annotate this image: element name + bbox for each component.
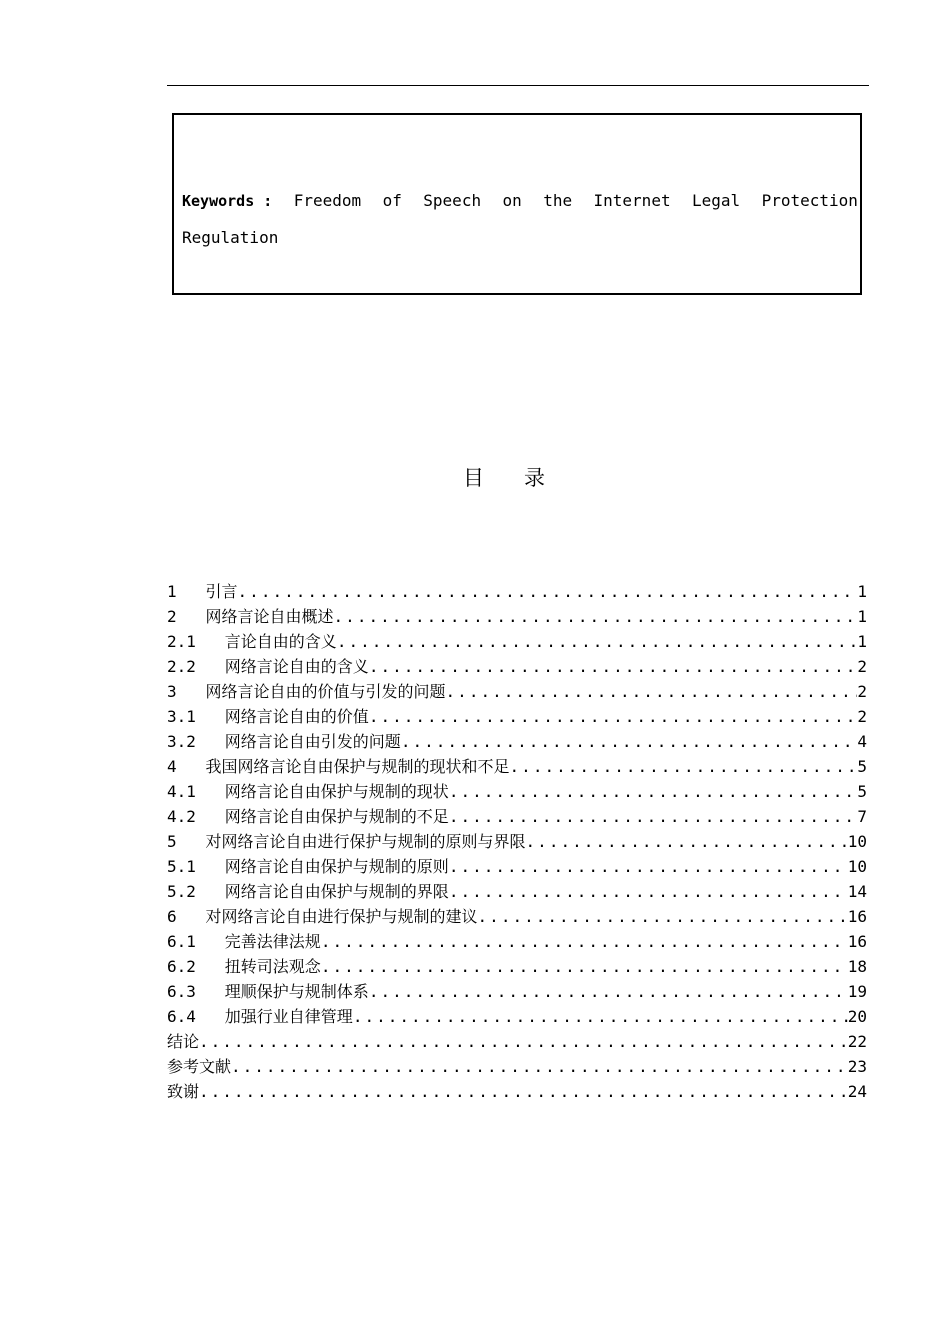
toc-entry[interactable] xyxy=(167,879,867,904)
toc-entry[interactable] xyxy=(167,979,867,1004)
toc-leader-dots xyxy=(510,754,858,779)
toc-entry-number: 5.1 xyxy=(167,857,225,876)
toc-entry[interactable] xyxy=(167,654,867,679)
toc-entry-page: 7 xyxy=(857,807,867,826)
toc-entry[interactable] xyxy=(167,829,867,854)
toc-entry-label: 我国网络言论自由保护与规制的现状和不足 xyxy=(205,757,510,776)
toc-entry-number: 6.4 xyxy=(167,1007,225,1026)
keyword-term: Legal xyxy=(692,191,741,210)
toc-entry-label: 致谢 xyxy=(167,1082,200,1101)
toc-leader-dots xyxy=(199,1079,848,1104)
toc-entry-number: 2.2 xyxy=(167,657,225,676)
toc-entry-number: 6.2 xyxy=(167,957,225,976)
toc-entry-label: 网络言论自由保护与规制的原则 xyxy=(224,857,449,876)
toc-entry-number: 3.1 xyxy=(167,707,225,726)
toc-entry-number: 6.1 xyxy=(167,932,225,951)
toc-leader-dots xyxy=(337,629,858,654)
toc-leader-dots xyxy=(334,604,858,629)
toc-entry-page: 1 xyxy=(857,607,867,626)
keyword-term: of xyxy=(382,191,402,210)
toc-entry-page: 16 xyxy=(847,907,867,926)
keyword-term: on xyxy=(502,191,522,210)
toc-entry-label: 对网络言论自由进行保护与规制的建议 xyxy=(205,907,478,926)
toc-entry[interactable] xyxy=(167,1079,867,1104)
toc-entry-label: 参考文献 xyxy=(167,1057,232,1076)
keyword-term: Protection xyxy=(761,191,858,210)
toc-entry-label: 对网络言论自由进行保护与规制的原则与界限 xyxy=(205,832,526,851)
toc-entry[interactable] xyxy=(167,604,867,629)
toc-entry-number: 2.1 xyxy=(167,632,225,651)
toc-entry-label: 网络言论自由保护与规制的界限 xyxy=(224,882,449,901)
toc-leader-dots xyxy=(526,829,848,854)
keyword-term: the xyxy=(543,191,573,210)
toc-entry-label: 网络言论自由的含义 xyxy=(224,657,369,676)
toc-leader-dots xyxy=(321,954,848,979)
toc-entry-label: 理顺保护与规制体系 xyxy=(224,982,369,1001)
toc-entry-label: 扭转司法观念 xyxy=(224,957,321,976)
keyword-term: Internet xyxy=(593,191,671,210)
header-rule xyxy=(167,85,869,86)
toc-entry[interactable] xyxy=(167,729,867,754)
toc-entry-page: 18 xyxy=(847,957,867,976)
toc-entry-label: 言论自由的含义 xyxy=(224,632,337,651)
toc-entry-label: 网络言论自由保护与规制的不足 xyxy=(224,807,449,826)
toc-entry-page: 10 xyxy=(847,857,867,876)
toc-leader-dots xyxy=(238,579,858,604)
keywords-continuation: Regulation xyxy=(182,228,279,247)
toc-entry-page: 10 xyxy=(847,832,867,851)
toc-entry-number: 2 xyxy=(167,607,206,626)
toc-entry[interactable] xyxy=(167,779,867,804)
toc-list xyxy=(167,579,867,1104)
toc-leader-dots xyxy=(446,679,858,704)
toc-entry[interactable] xyxy=(167,629,867,654)
toc-entry[interactable] xyxy=(167,954,867,979)
toc-leader-dots xyxy=(231,1054,848,1079)
toc-leader-dots xyxy=(369,654,858,679)
toc-entry-number: 5 xyxy=(167,832,206,851)
toc-entry-label: 网络言论自由概述 xyxy=(205,607,334,626)
toc-entry[interactable] xyxy=(167,1054,867,1079)
keyword-term: Speech xyxy=(423,191,482,210)
toc-entry[interactable] xyxy=(167,854,867,879)
toc-entry-label: 结论 xyxy=(167,1032,200,1051)
toc-leader-dots xyxy=(401,729,858,754)
toc-entry-number: 4 xyxy=(167,757,206,776)
keywords-label: Keywords : xyxy=(182,192,273,210)
toc-entry-label: 网络言论自由引发的问题 xyxy=(224,732,401,751)
toc-leader-dots xyxy=(199,1029,848,1054)
toc-entry-label: 加强行业自律管理 xyxy=(224,1007,353,1026)
toc-leader-dots xyxy=(353,1004,848,1029)
toc-leader-dots xyxy=(449,779,858,804)
toc-entry-page: 2 xyxy=(857,682,867,701)
toc-leader-dots xyxy=(449,804,858,829)
toc-entry-page: 2 xyxy=(857,707,867,726)
keyword-term: Freedom xyxy=(293,191,362,210)
toc-entry-page: 1 xyxy=(857,632,867,651)
toc-entry-number: 5.2 xyxy=(167,882,225,901)
toc-title: 目 录 xyxy=(463,466,546,490)
toc-entry-page: 4 xyxy=(857,732,867,751)
keywords-line xyxy=(182,191,858,211)
toc-entry-page: 5 xyxy=(857,782,867,801)
keywords-box xyxy=(172,113,862,295)
toc-entry[interactable] xyxy=(167,1004,867,1029)
toc-entry[interactable] xyxy=(167,679,867,704)
toc-entry-number: 4.1 xyxy=(167,782,225,801)
toc-entry-page: 20 xyxy=(847,1007,867,1026)
toc-entry-page: 2 xyxy=(857,657,867,676)
toc-entry[interactable] xyxy=(167,704,867,729)
toc-entry-label: 网络言论自由的价值与引发的问题 xyxy=(205,682,446,701)
toc-entry-page: 1 xyxy=(857,582,867,601)
toc-entry-page: 22 xyxy=(847,1032,867,1051)
toc-entry-number: 4.2 xyxy=(167,807,225,826)
toc-entry-number: 6.3 xyxy=(167,982,225,1001)
toc-entry-page: 23 xyxy=(847,1057,867,1076)
toc-entry-label: 网络言论自由的价值 xyxy=(224,707,369,726)
toc-leader-dots xyxy=(449,854,848,879)
toc-entry-page: 24 xyxy=(847,1082,867,1101)
toc-entry-number: 6 xyxy=(167,907,206,926)
toc-entry-page: 5 xyxy=(857,757,867,776)
toc-entry-page: 19 xyxy=(847,982,867,1001)
toc-leader-dots xyxy=(369,704,858,729)
toc-entry-page: 16 xyxy=(847,932,867,951)
toc-entry-label: 引言 xyxy=(205,582,238,601)
toc-entry[interactable] xyxy=(167,579,867,604)
toc-entry-label: 网络言论自由保护与规制的现状 xyxy=(224,782,449,801)
toc-entry-number: 1 xyxy=(167,582,206,601)
toc-entry[interactable] xyxy=(167,1029,867,1054)
toc-entry-number: 3 xyxy=(167,682,206,701)
toc-entry[interactable] xyxy=(167,929,867,954)
toc-leader-dots xyxy=(321,929,848,954)
toc-entry-number: 3.2 xyxy=(167,732,225,751)
toc-leader-dots xyxy=(478,904,848,929)
toc-entry-label: 完善法律法规 xyxy=(224,932,321,951)
toc-entry[interactable] xyxy=(167,904,867,929)
toc-entry-page: 14 xyxy=(847,882,867,901)
toc-leader-dots xyxy=(369,979,848,1004)
toc-leader-dots xyxy=(449,879,848,904)
toc-entry[interactable] xyxy=(167,754,867,779)
toc-entry[interactable] xyxy=(167,804,867,829)
